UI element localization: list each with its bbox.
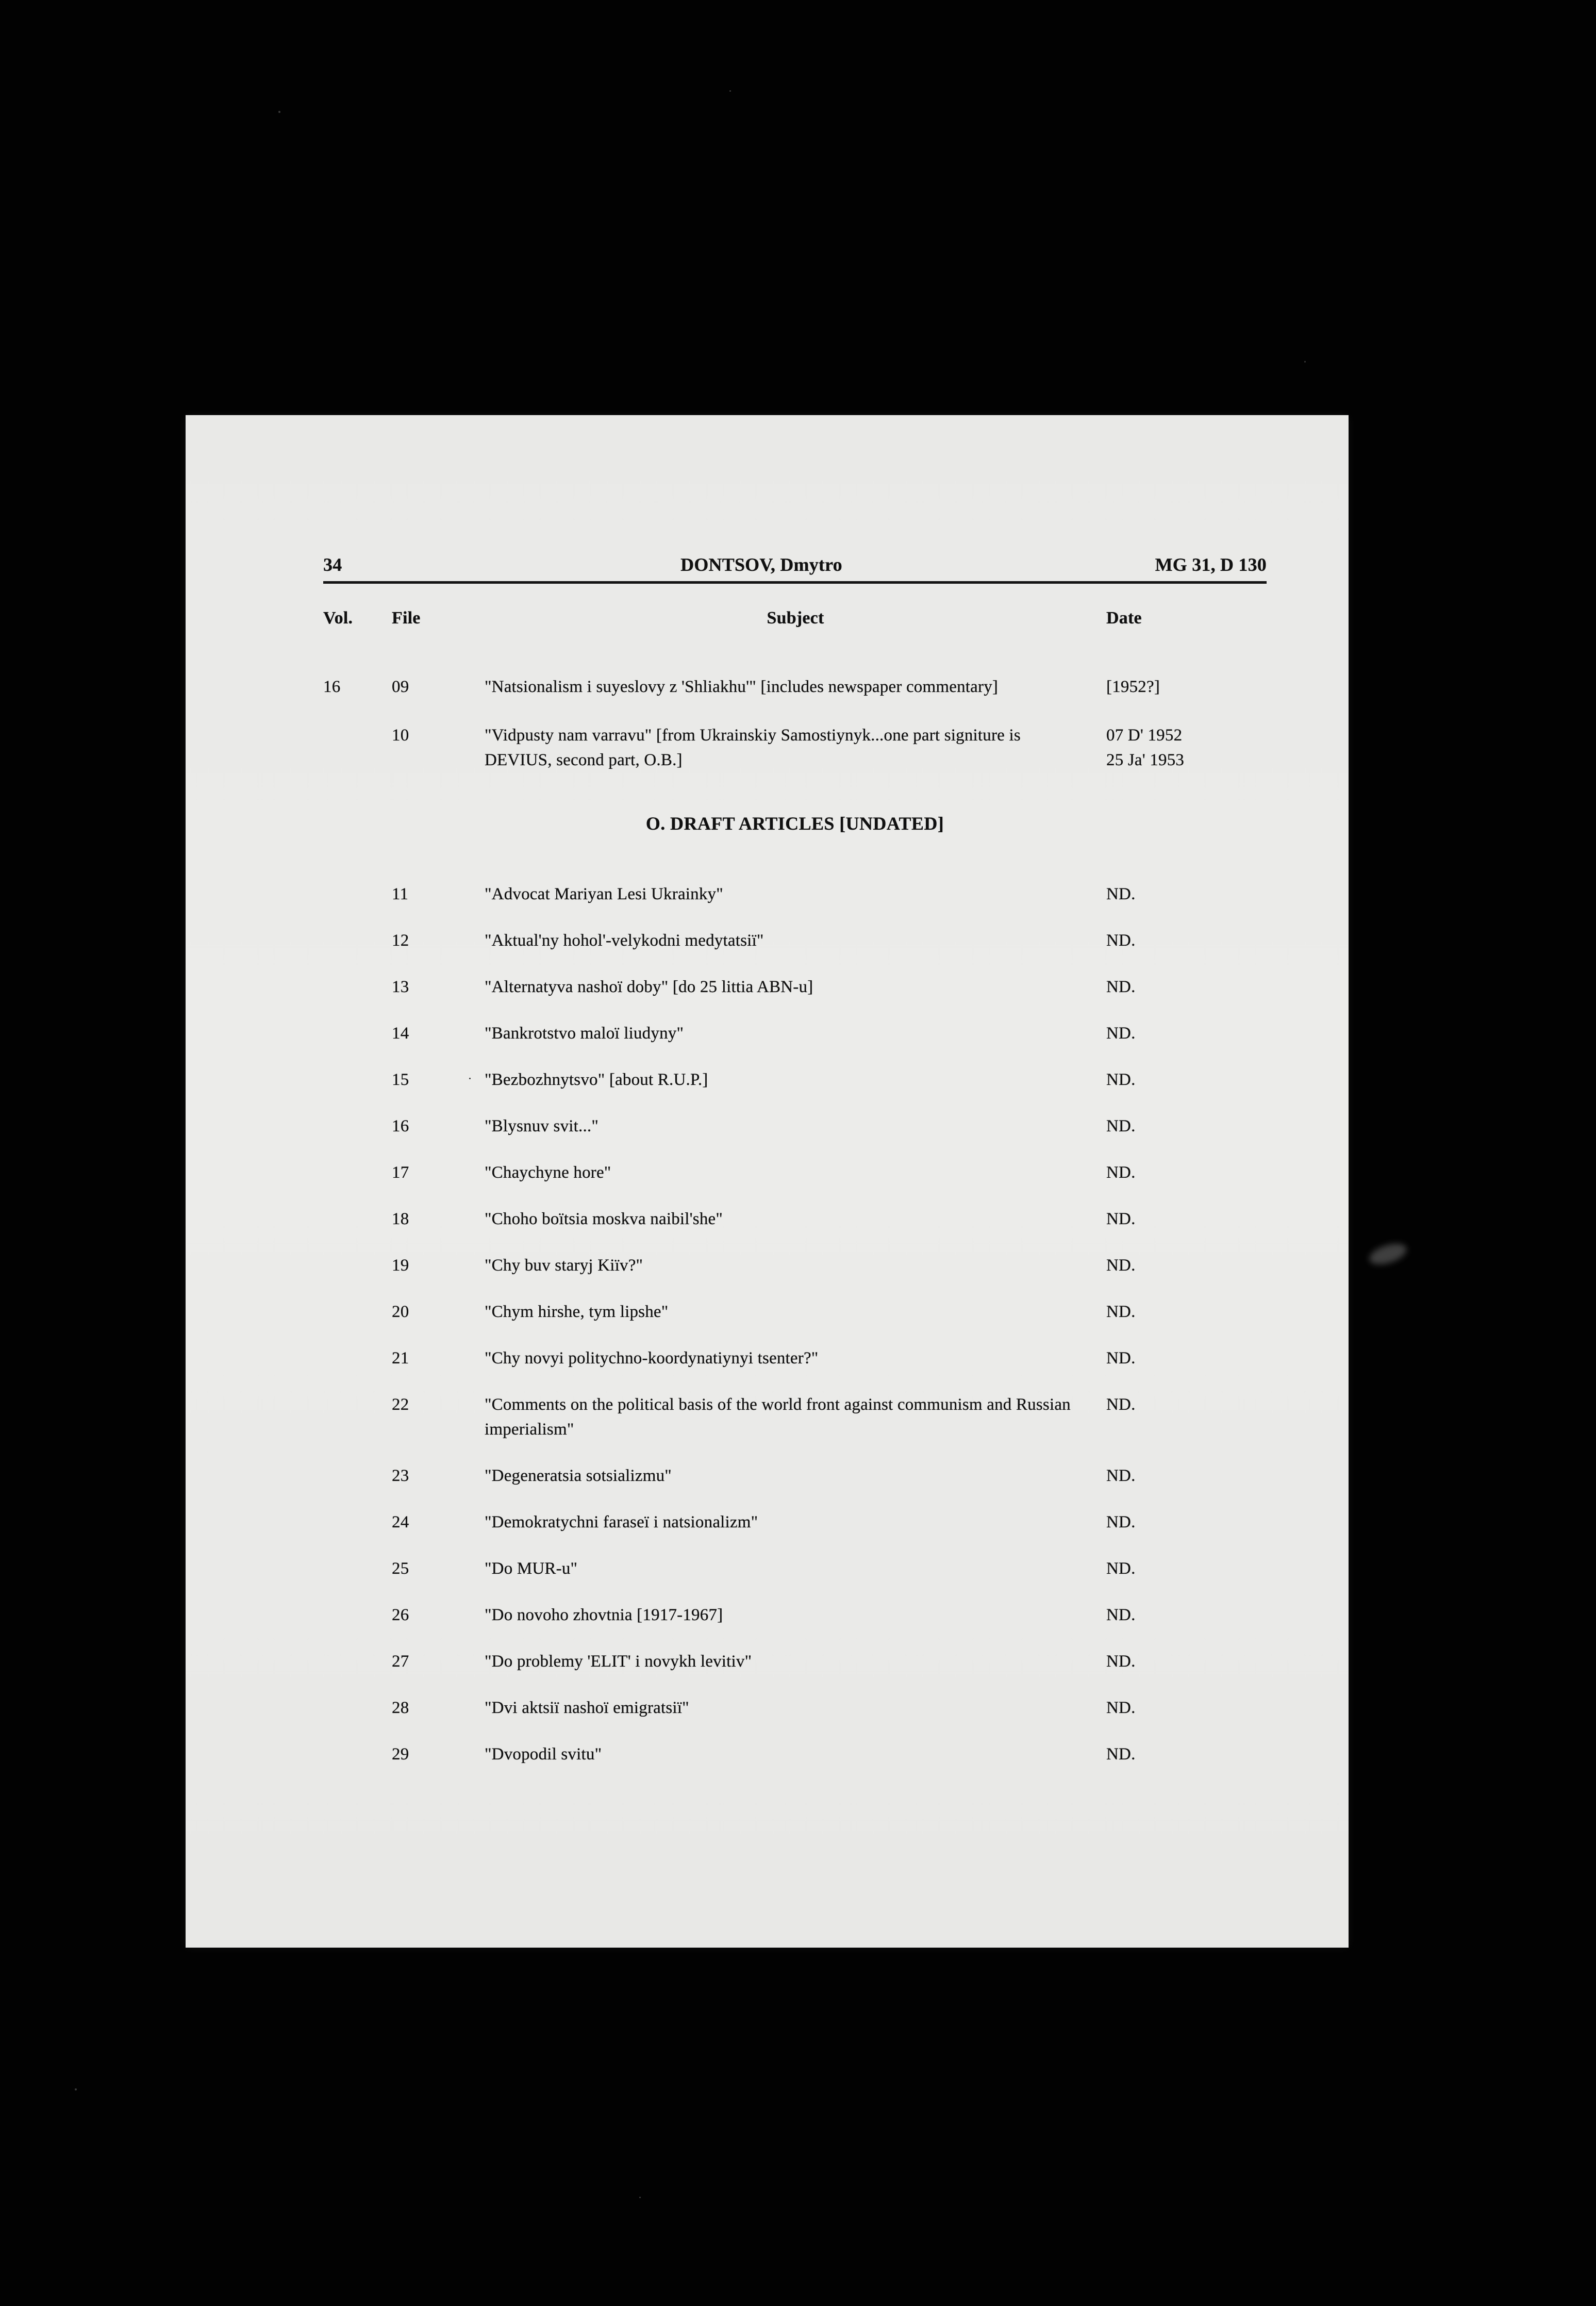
date-cell: ND. — [1106, 1349, 1136, 1368]
date-cell: ND. — [1106, 1606, 1136, 1624]
subject-cell: "Comments on the political basis of the world front against communism and Russian imperialism" — [485, 1395, 1071, 1439]
column-header-file: File — [392, 608, 421, 628]
file-cell: 27 — [392, 1652, 409, 1671]
table-row — [323, 1160, 1267, 1185]
table-row — [323, 1695, 1267, 1720]
column-header-subject: Subject — [767, 608, 824, 628]
scan-speckle — [639, 2197, 641, 2198]
scan-speckle — [278, 111, 280, 113]
table-row — [323, 1742, 1267, 1767]
date-cell: ND. — [1106, 1559, 1136, 1578]
subject-cell: "Degeneratsia sotsializmu" — [485, 1467, 672, 1485]
date-cell: ND. — [1106, 1070, 1136, 1089]
subject-cell: "Chy buv staryj Kiïv?" — [485, 1256, 643, 1275]
file-cell: 16 — [392, 1117, 409, 1135]
subject-cell: "Chy novyi politychno-koordynatiynyi tsenter?" — [485, 1349, 819, 1368]
subject-cell: "Do novoho zhovtnia [1917-1967] — [485, 1606, 723, 1624]
table-row — [323, 928, 1267, 953]
file-cell: 23 — [392, 1467, 409, 1485]
date-cell: ND. — [1106, 1210, 1136, 1228]
scan-speckle — [1304, 361, 1306, 363]
file-cell: 19 — [392, 1256, 409, 1275]
file-cell: 15 — [392, 1070, 409, 1089]
subject-cell: "Blysnuv svit..." — [485, 1117, 599, 1135]
header-rule — [323, 581, 1267, 584]
file-cell: 24 — [392, 1513, 409, 1531]
date-cell: ND. — [1106, 1117, 1136, 1135]
table-row — [323, 674, 1267, 699]
date-cell: ND. — [1106, 1699, 1136, 1717]
file-cell: 10 — [392, 726, 409, 745]
table-row — [323, 1510, 1267, 1535]
table-row — [323, 1392, 1267, 1442]
fonds-title: DONTSOV, Dmytro — [680, 554, 842, 575]
file-cell: 22 — [392, 1395, 409, 1414]
subject-cell: "Bezbozhnytsvo" [about R.U.P.] — [485, 1070, 708, 1089]
file-cell: 09 — [392, 678, 409, 696]
date-cell: ND. — [1106, 1395, 1136, 1414]
table-row — [323, 975, 1267, 999]
subject-cell: "Chym hirshe, tym lipshe" — [485, 1303, 669, 1321]
date-cell: ND. — [1106, 885, 1136, 903]
file-cell: 26 — [392, 1606, 409, 1624]
date-cell: ND. — [1106, 931, 1136, 950]
table-row — [323, 1067, 1267, 1092]
date-cell: ND. — [1106, 1513, 1136, 1531]
table-row — [323, 1253, 1267, 1278]
page-number: 34 — [323, 554, 342, 575]
date-cell: ND. — [1106, 1467, 1136, 1485]
vol-cell: 16 — [323, 678, 341, 696]
file-cell: 25 — [392, 1559, 409, 1578]
file-cell: 11 — [392, 885, 409, 903]
table-row — [323, 1021, 1267, 1046]
subject-cell: "Advocat Mariyan Lesi Ukrainky" — [485, 885, 723, 903]
subject-cell: "Demokratychni faraseï i natsionalizm" — [485, 1513, 758, 1531]
scan-speckle — [75, 2088, 77, 2090]
section-heading: O. DRAFT ARTICLES [UNDATED] — [645, 813, 944, 834]
table-row — [323, 1463, 1267, 1488]
scan-artifact-smudge — [1367, 1240, 1409, 1269]
document-page — [186, 415, 1349, 1948]
column-header-date: Date — [1106, 608, 1142, 628]
file-cell: 29 — [392, 1745, 409, 1764]
subject-cell: "Chaychyne hore" — [485, 1163, 611, 1182]
archival-reference: MG 31, D 130 — [1155, 554, 1267, 575]
subject-cell: "Vidpusty nam varravu" [from Ukrainskiy Samostiynyk...one part signiture is DEVIUS, second part, O.B.] — [485, 726, 1021, 769]
table-row — [323, 1603, 1267, 1627]
file-cell: 28 — [392, 1699, 409, 1717]
file-cell: 13 — [392, 978, 409, 996]
file-cell: 21 — [392, 1349, 409, 1368]
file-cell: 20 — [392, 1303, 409, 1321]
scan-speckle — [729, 90, 731, 92]
subject-cell: "Do MUR-u" — [485, 1559, 578, 1578]
date-cell: ND. — [1106, 1303, 1136, 1321]
subject-cell: "Do problemy 'ELIT' i novykh levitiv" — [485, 1652, 752, 1671]
date-line: [1952?] — [1106, 678, 1160, 696]
file-cell: 14 — [392, 1024, 409, 1043]
table-row — [323, 723, 1267, 772]
date-cell: ND. — [1106, 1163, 1136, 1182]
scan-speckle — [469, 1078, 471, 1079]
date-cell: ND. — [1106, 1745, 1136, 1764]
subject-cell: "Dvi aktsiï nashoï emigratsiï" — [485, 1699, 689, 1717]
table-row — [323, 1299, 1267, 1324]
subject-cell: "Natsionalism i suyeslovy z 'Shliakhu'" [includes newspaper commentary] — [485, 678, 999, 696]
column-header-vol: Vol. — [323, 608, 353, 628]
date-line: 25 Ja' 1953 — [1106, 751, 1185, 769]
table-row — [323, 1207, 1267, 1231]
date-cell — [1106, 674, 1267, 699]
running-head — [323, 553, 1267, 576]
table-row — [323, 882, 1267, 907]
file-cell: 17 — [392, 1163, 409, 1182]
file-cell: 18 — [392, 1210, 409, 1228]
subject-cell: "Bankrotstvo maloï liudyny" — [485, 1024, 684, 1043]
table-row — [323, 1114, 1267, 1139]
date-line: 07 D' 1952 — [1106, 726, 1183, 745]
date-cell: ND. — [1106, 978, 1136, 996]
date-cell: ND. — [1106, 1256, 1136, 1275]
date-cell — [1106, 723, 1267, 772]
date-cell: ND. — [1106, 1024, 1136, 1043]
page-content — [323, 553, 1267, 1788]
table-row — [323, 1649, 1267, 1674]
column-header-row — [323, 607, 1267, 629]
entries-list — [323, 882, 1267, 1767]
file-cell: 12 — [392, 931, 409, 950]
table-row — [323, 1556, 1267, 1581]
subject-cell: "Dvopodil svitu" — [485, 1745, 602, 1764]
subject-cell: "Aktual'ny hohol'-velykodni medytatsiï" — [485, 931, 764, 950]
subject-cell: "Choho boïtsia moskva naibil'she" — [485, 1210, 723, 1228]
table-row — [323, 1346, 1267, 1371]
subject-cell: "Alternatyva nashoï doby" [do 25 littia ABN-u] — [485, 978, 813, 996]
date-cell: ND. — [1106, 1652, 1136, 1671]
